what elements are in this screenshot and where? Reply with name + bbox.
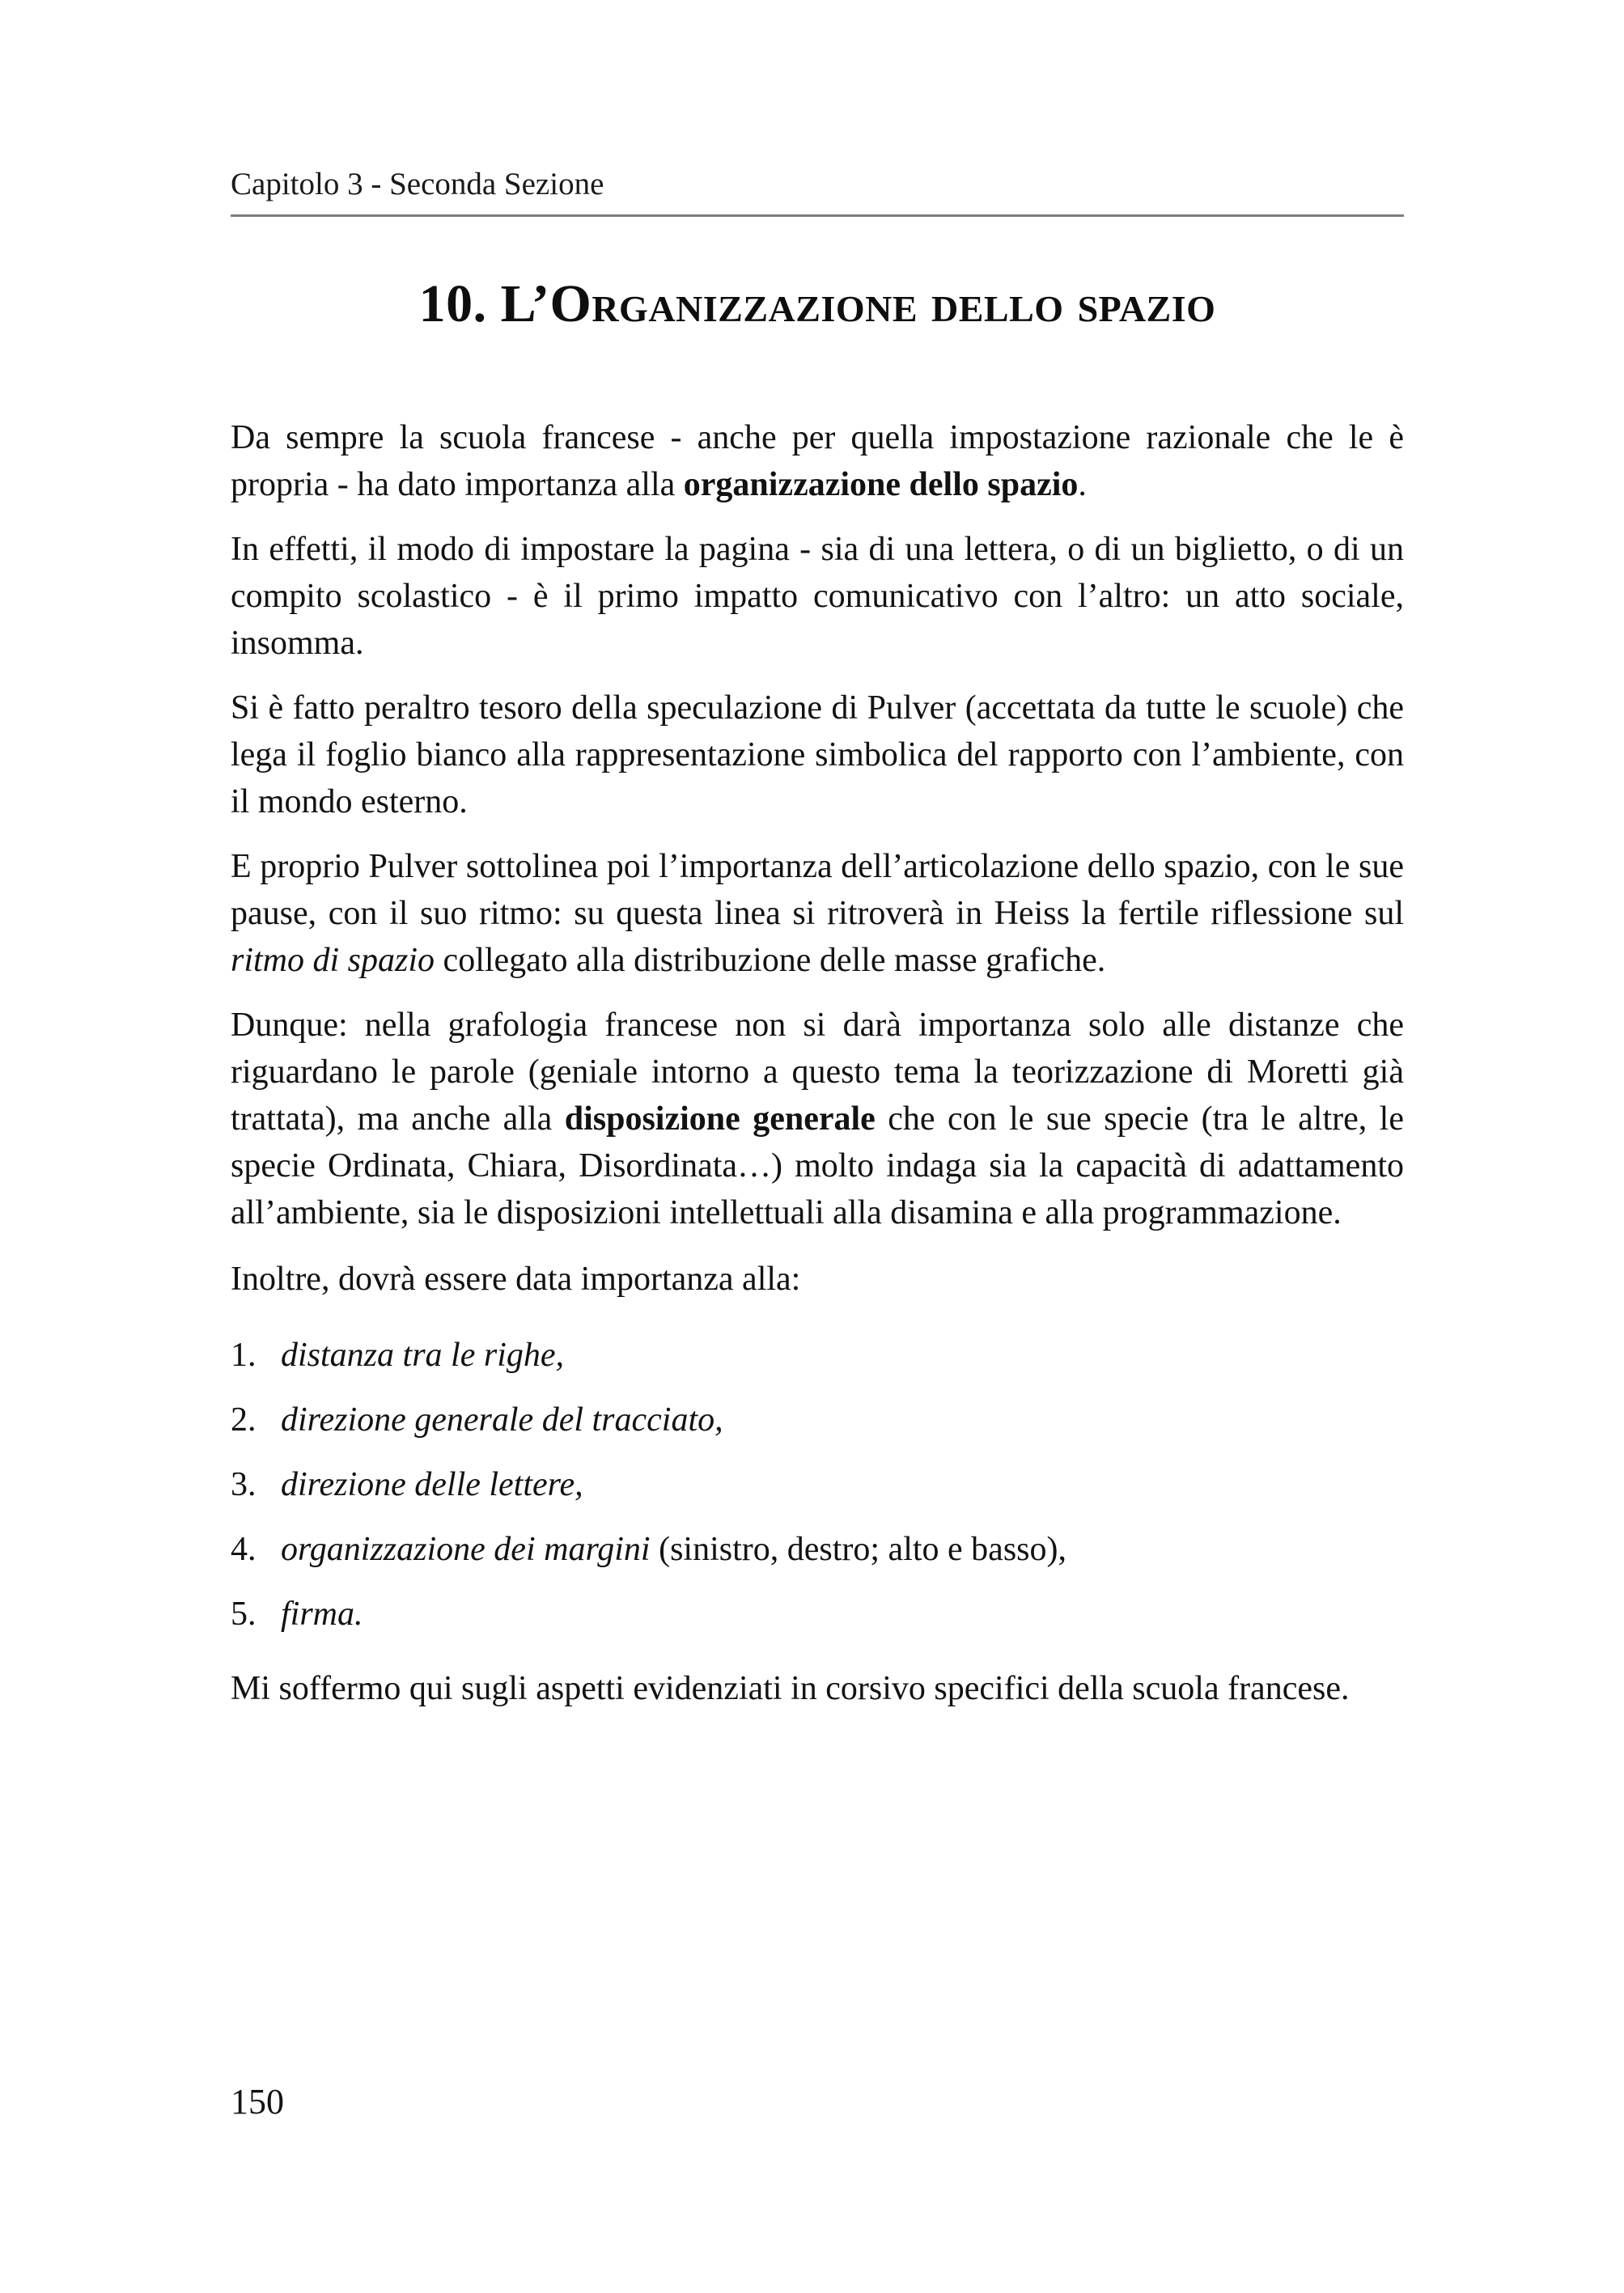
list-item: [231, 1397, 1404, 1443]
paragraph-1-text: Da sempre la scuola francese - anche per quella impostazione razionale che le è propria - ha dato importanza alla: [231, 419, 1404, 503]
paragraph-1-end: .: [1078, 466, 1087, 503]
paragraph-2: [231, 526, 1404, 667]
paragraph-intro-text: Inoltre, dovrà essere data importanza alla:: [231, 1261, 801, 1298]
paragraph-intro-list: [231, 1256, 1404, 1303]
list-item-italic: direzione generale del tracciato,: [281, 1401, 723, 1439]
paragraph-4: [231, 843, 1404, 984]
list-item-italic: organizzazione dei margini: [281, 1531, 651, 1568]
paragraph-3: [231, 685, 1404, 825]
paragraph-1-bold: organizzazione dello spazio: [683, 466, 1079, 503]
list-item-roman: (sinistro, destro; alto e basso),: [650, 1531, 1066, 1568]
list-item: [231, 1526, 1404, 1573]
paragraph-3-text: Si è fatto peraltro tesoro della speculazione di Pulver (accettata da tutte le scuole) che lega il foglio bianco alla rappresentazione simbolica del rapporto con l’ambiente, con il mondo esterno.: [231, 689, 1404, 820]
list-item-text: [281, 1461, 1404, 1508]
numbered-list: [231, 1332, 1404, 1638]
list-item: [231, 1461, 1404, 1508]
list-item-text: [281, 1332, 1404, 1379]
list-item-number: 4.: [231, 1531, 257, 1568]
paragraph-4-end: collegato alla distribuzione delle masse grafiche.: [435, 942, 1106, 979]
paragraph-4-text: E proprio Pulver sottolinea poi l’importanza dell’articolazione dello spazio, con le sue pause, con il suo ritmo: su questa linea si ritroverà in Heiss la fertile riflessione sul: [231, 848, 1404, 932]
list-item-text: [281, 1591, 1404, 1638]
paragraph-final: [231, 1665, 1404, 1712]
list-item-number: 1.: [231, 1337, 257, 1374]
list-item-italic: firma.: [281, 1596, 363, 1633]
page-header: [231, 166, 1404, 217]
paragraph-5: [231, 1002, 1404, 1236]
list-item-number: 3.: [231, 1466, 257, 1503]
chapter-title: 10. L’Organizzazione dello spazio: [418, 274, 1216, 333]
paragraph-5-bold: disposizione generale: [564, 1100, 876, 1138]
list-item: [231, 1332, 1404, 1379]
list-item-number: 2.: [231, 1401, 257, 1439]
list-item-italic: direzione delle lettere,: [281, 1466, 583, 1503]
list-item-text: [281, 1397, 1404, 1443]
list-item-text: [281, 1526, 1404, 1573]
list-item-italic: distanza tra le righe,: [281, 1337, 565, 1374]
paragraph-4-italic: ritmo di spazio: [231, 942, 435, 979]
running-header: Capitolo 3 - Seconda Sezione: [231, 167, 604, 201]
paragraph-5-end: che con le sue specie (tra le altre, le specie Ordinata, Chiara, Disordinata…) molto indaga sia la capacità di adattamento all’ambiente, sia le disposizioni intellettuali alla disamina e alla programmazione.: [231, 1100, 1404, 1231]
paragraph-5-text: Dunque: nella grafologia francese non si darà importanza solo alle distanze che riguardano le parole (geniale intorno a questo tema la teorizzazione di Moretti già trattata), ma anche alla: [231, 1007, 1404, 1138]
list-item-number: 5.: [231, 1596, 257, 1633]
paragraph-final-text: Mi soffermo qui sugli aspetti evidenziati in corsivo specifici della scuola francese.: [231, 1670, 1350, 1707]
paragraph-2-text: In effetti, il modo di impostare la pagina - sia di una lettera, o di un biglietto, o di un compito scolastico - è il primo impatto comunicativo con l’altro: un atto sociale, insomma.: [231, 531, 1404, 662]
paragraph-1: [231, 414, 1404, 508]
header-rule: [231, 214, 1404, 217]
page-number: 150: [231, 2082, 284, 2121]
list-item: [231, 1591, 1404, 1638]
